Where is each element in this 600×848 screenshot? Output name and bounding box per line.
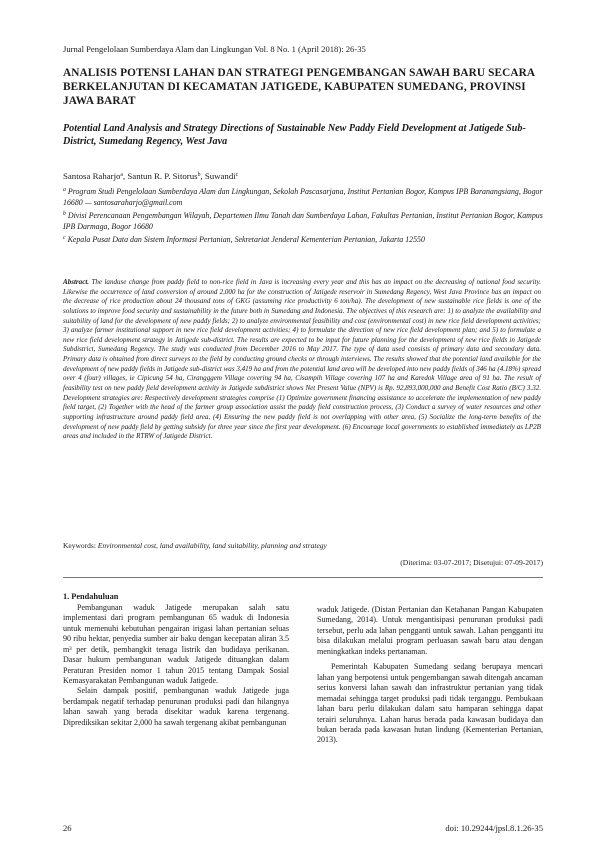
keywords-text: Environmental cost, land availability, land suitability, planning and strategy	[97, 541, 327, 550]
paper-title: ANALISIS POTENSI LAHAN DAN STRATEGI PENGEMBANGAN SAWAH BARU SECARA BERKELANJUTAN DI KECAMATAN JATIGEDE, KABUPATEN SUMEDANG, PROVINSI JAWA BARAT	[63, 67, 535, 107]
affiliation-c: $^c$ Kepala Pusat Data dan Sistem Informasi Pertanian, Sekretariat Jenderal Kementerian Pertanian, Jakarta 12550	[63, 235, 425, 244]
abstract-label: Abstract.	[63, 278, 90, 286]
page-number: 26	[63, 823, 72, 833]
paper-subtitle-english: Potential Land Analysis and Strategy Directions of Sustainable New Paddy Field Development at Jatigede Sub-District, Sumedang Regency, West Java	[63, 123, 526, 147]
body-paragraph: Pembangunan waduk Jatigede merupakan salah satu implementasi dari program pembangunan 65 waduk di Indonesia untuk memenuhi kebutuhan pengairan irigasi lahan pertanian seluas 90 ribu hektar, penyedia sumber air baku dengan kecepatan aliran 3.5 m³ per detik, pembangkit tenaga listrik dan budidaya perikanan. Dasar hukum pembangunan waduk Jatigede dituangkan dalam Peraturan Presiden nomor 1 tahun 2015 tentang Dampak Sosial Kemasyarakatan Pembangunan waduk Jatigede.	[63, 602, 289, 685]
body-column-left	[63, 592, 289, 728]
affiliation-b: $^b$ Divisi Perencanaan Pengembangan Wilayah, Departemen Ilmu Tanah dan Sumberdaya Lahan, Fakultas Pertanian, Institut Pertanian Bogor, Kampus IPB Darmaga, Bogor 16680	[63, 211, 543, 231]
body-column-right	[317, 605, 543, 746]
keywords	[63, 541, 541, 551]
keywords-label: Keywords:	[63, 541, 96, 550]
author-list	[63, 171, 238, 182]
body-paragraph: Pemerintah Kabupaten Sumedang sedang berupaya mencari lahan yang berpotensi untuk pengembangan sawah ditengah ancaman serius konversi lahan sawah dan infrastruktur pertanian yang tidak memadai sehingga target produksi padi tidak terganggu. Pembukaan lahan baru perlu dilakukan dalam satu hamparan sehingga dapat terairi seluruhnya. Lahan harus berada pada kawasan budidaya dan bukan berada pada kawasan hutan lindung (Kementerian Pertanian, 2013).	[317, 662, 543, 745]
abstract	[63, 278, 541, 442]
body-paragraph: Selain dampak positif, pembangunan waduk Jatigede juga berdampak negatif terhadap penurunan produksi padi dan hilangnya lahan sawah yang berada disekitar waduk karena tergenang. Diprediksikan sekitar 2,000 ha sawah tergenang akibat pembangunan	[63, 686, 289, 727]
author-1: Santosa Raharjo$^a$,	[63, 171, 128, 181]
journal-header: Jurnal Pengelolaan Sumberdaya Alam dan Lingkungan Vol. 8 No. 1 (April 2018): 26-35	[63, 44, 366, 54]
body-paragraph: waduk Jatigede. (Distan Pertanian dan Ketahanan Pangan Kabupaten Sumedang, 2014). Untuk mengantisipasi penurunan produksi padi tersebut, perlu ada lahan pengganti untuk sawah. Lahan pengganti itu bisa dilakukan melalui program perluasan sawah baru atau dengan meningkatkan indeks pertanaman.	[317, 605, 543, 656]
section-heading: 1. Pendahuluan	[63, 592, 119, 601]
author-3: Suwandi$^c$	[204, 171, 239, 181]
affiliation-a: $^a$ Program Studi Pengelolaan Sumberdaya Alam dan Lingkungan, Sekolah Pascasarjana, Institut Pertanian Bogor, Kampus IPB Baranangsiang, Bogor 16680 — santosaraharjo@gmail.com	[63, 187, 543, 207]
received-accepted-dates: (Diterima: 03-07-2017; Disetujui: 07-09-2017)	[400, 558, 543, 567]
author-2: Santun R. P. Sitorus$^b$,	[127, 171, 205, 181]
doi: doi: 10.29244/jpsl.8.1.26-35	[445, 823, 543, 833]
section-divider	[63, 577, 543, 578]
abstract-text: The landuse change from paddy field to non-rice field in Java is increasing every year and this has an impact on the decreasing of national food security. Likewise the occurrence of land conversion of around 2,000 ha for the construction of Jatigede reservoir in Sumedang Regency, West Java Province has an impact on the decrease of rice production about 24 thousand tons of GKG (assuming rice productivity 6 ton/ha). The development of new sustainable rice fields is one of the solutions to improve food security and sustainability in the future both in Sumedang and Indonesia. The objectives of this research are: 1) to analyze the availability and suitability of land for the development of new paddy fields; 2) to analyze environmental feasibility and cost (environmental cost) in new rice field development activities; 3) analyze farmer institutional support in new rice field development activities; 4) to formulate the direction of new rice field development plan; and 5) to formulate a new rice field development strategy in Jatigede sub-district. The results are expected to be input for future planning for the development of new rice fields in Jatigede Subdistrict, Sumedang Regency. The study was conducted from December 2016 to May 2017. The type of data used consists of primary data and secondary data. Primary data is obtained from direct surveys to the field by conducting ground checks or through interviews. The results showed that the potential land available for the development of new paddy fields in Jatigede sub-district was 3,419 ha and from the potential land area will be developed into new paddy fields of 346 ha (4.18%) spread over 4 (four) villages, ie Cipicung 54 ha, Cirangggem Village covering 94 ha, Cisampih Village covering 107 ha and Karedok Village area of 91 ha. The result of feasibility test on new paddy field development activity in Jatigede subdistrict shows Net Present Value (NPV) is Rp. 92,893,000,000 and Benefit Cost Ratio (B/C) 3.32. Development strategies are: Respectively development strategies comprise (1) Optimize government financing assistance to accelerate the implementation of new paddy field target, (2) Together with the head of the farmer group association assist the paddy field construction process, (3) Conduct a survey of water resources and other supporting infrastructure around paddy field area, (4) Ensuring the new paddy field is not overlapping with other area, (5) Socialize the long-term benefits of the development of new paddy field by getting subsidy for three year since the first year development. (6) Encourage local governments to established immediately as LP2B areas and included in the RTRW of Jatigede District.	[63, 278, 541, 441]
